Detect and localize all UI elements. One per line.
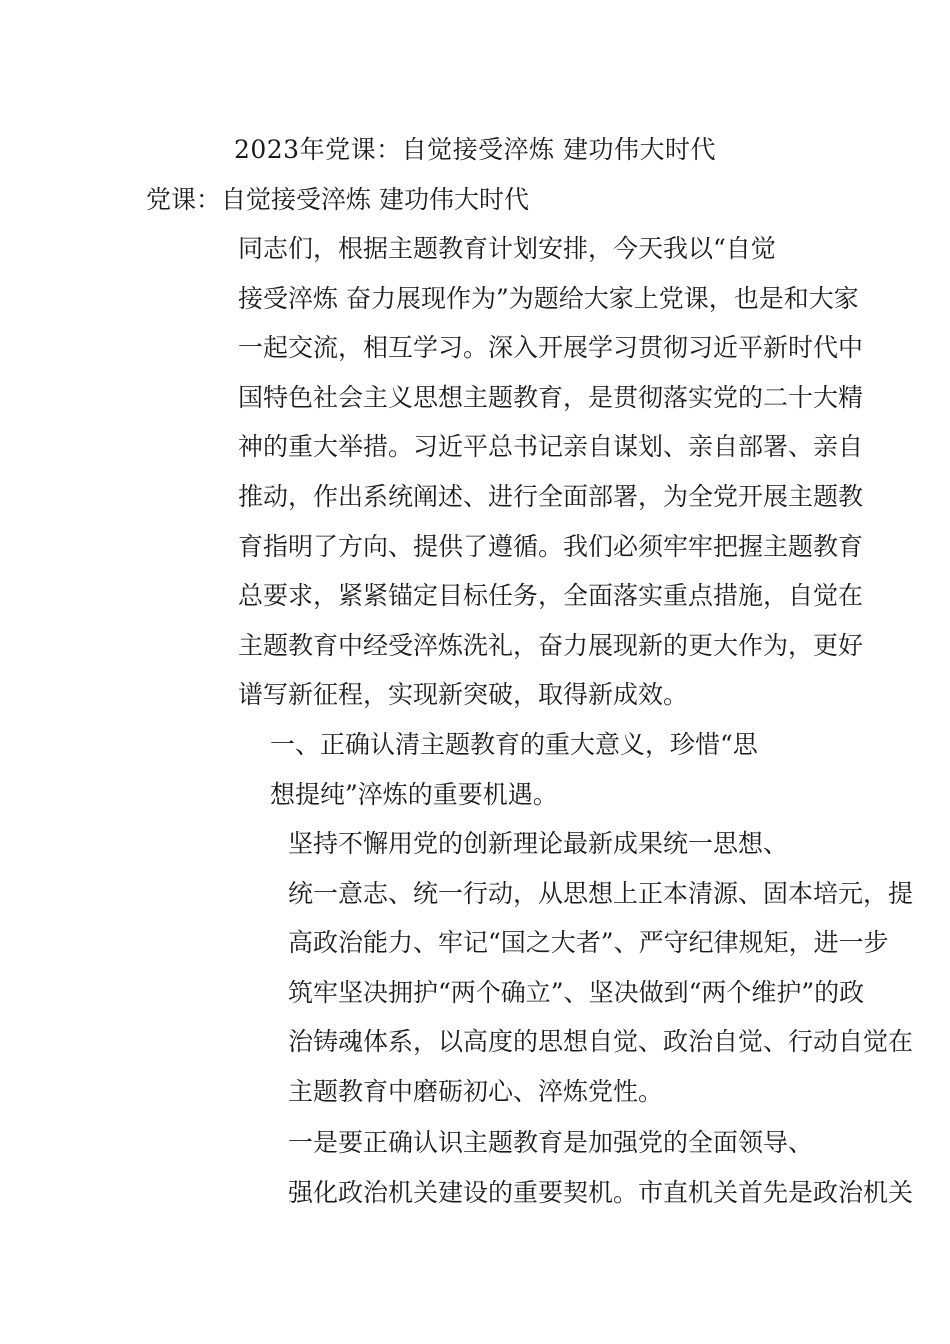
paragraph-line: 筑牢坚决拥护“两个确立”、坚决做到“两个维护”的政 [288,977,865,1007]
paragraph-line: 主题教育中磨砺初心、淬炼党性。 [288,1076,664,1106]
paragraph-line: 神的重大举措。习近平总书记亲自谋划、亲自部署、亲自 [238,432,864,462]
paragraph-line: 强化政治机关建设的重要契机。市直机关首先是政治机关 [288,1177,914,1207]
paragraph-line: 推动，作出系统阐述、进行全面部署，为全党开展主题教 [238,481,864,511]
paragraph-line: 想提纯”淬炼的重要机遇。 [270,779,558,809]
paragraph-line: 主题教育中经受淬炼洗礼，奋力展现新的更大作为，更好 [238,630,864,660]
paragraph-line: 一、正确认清主题教育的重大意义，珍惜“思 [270,730,758,759]
paragraph-line: 高政治能力、牢记“国之大者”、严守纪律规矩，进一步 [288,928,889,958]
paragraph-line: 同志们，根据主题教育计划安排，今天我以“自觉 [238,234,776,263]
paragraph-line: 一是要正确认识主题教育是加强党的全面领导、 [288,1128,814,1157]
document-subtitle: 党课：自觉接受淬炼 建功伟大时代 [146,185,529,214]
paragraph-point-1 [146,1118,914,1217]
section-heading-1 [146,720,826,819]
paragraph-line: 坚持不懈用党的创新理论最新成果统一思想、 [288,829,789,858]
paragraph-line: 谱写新征程，实现新突破，取得新成效。 [238,680,689,710]
paragraph-line: 一起交流，相互学习。深入开展学习贯彻习近平新时代中 [238,333,864,363]
paragraph-section-1 [146,819,914,1117]
paragraph-line: 接受淬炼 奋力展现作为”为题给大家上党课，也是和大家 [238,283,859,313]
paragraph-line: 总要求，紧紧锚定目标任务，全面落实重点措施，自觉在 [238,581,864,611]
paragraph-intro [146,224,864,720]
paragraph-line: 育指明了方向、提供了遵循。我们必须牢牢把握主题教育 [238,531,864,561]
document-title: 2023年党课：自觉接受淬炼 建功伟大时代 [233,135,717,164]
paragraph-line: 治铸魂体系，以高度的思想自觉、政治自觉、行动自觉在 [288,1027,914,1057]
paragraph-line: 统一意志、统一行动，从思想上正本清源、固本培元，提 [288,878,914,908]
paragraph-line: 国特色社会主义思想主题教育，是贯彻落实党的二十大精 [238,382,864,412]
